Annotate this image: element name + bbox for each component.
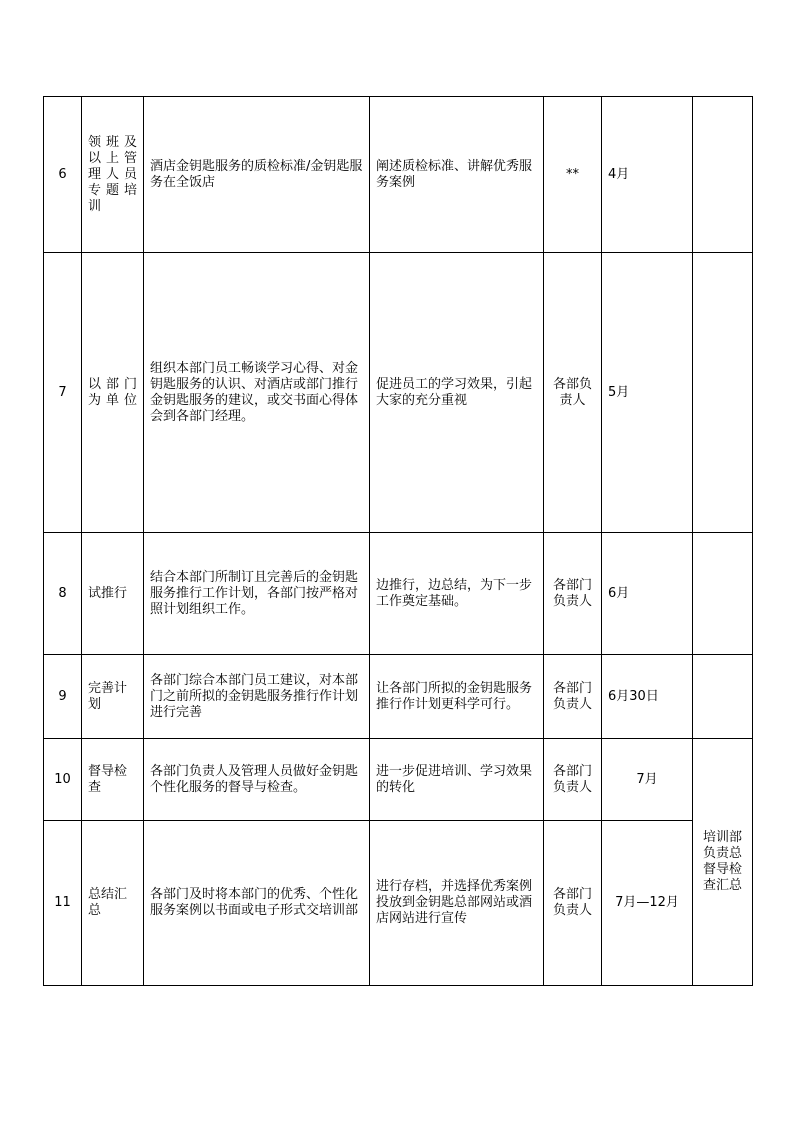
schedule-time: 6月30日 (602, 655, 693, 739)
item-text: 以部门为单位 (88, 376, 137, 408)
training-item: 总结汇总 (82, 821, 144, 986)
training-item: 试推行 (82, 533, 144, 655)
table-row (44, 739, 753, 821)
training-item: 完善计划 (82, 655, 144, 739)
training-goal: 进一步促进培训、学习效果的转化 (370, 739, 544, 821)
responsible-person: 各部负责人 (544, 253, 602, 533)
row-number: 9 (44, 655, 82, 739)
training-item (82, 253, 144, 533)
training-goal: 阐述质检标准、讲解优秀服务案例 (370, 97, 544, 253)
training-plan-table (43, 96, 753, 986)
remark-cell (693, 253, 753, 533)
schedule-time: 4月 (602, 97, 693, 253)
responsible-person: 各部门负责人 (544, 739, 602, 821)
table-row (44, 253, 753, 533)
remark-cell (693, 533, 753, 655)
schedule-time: 5月 (602, 253, 693, 533)
row-number: 6 (44, 97, 82, 253)
item-text: 领班及以上管理人员专题培训 (88, 134, 137, 214)
training-goal: 进行存档，并选择优秀案例投放到金钥匙总部网站或酒店网站进行宣传 (370, 821, 544, 986)
remark-cell: 培训部负责总督导检查汇总 (693, 739, 753, 986)
schedule-time: 7月 (602, 739, 693, 821)
table-row (44, 97, 753, 253)
remark-cell (693, 97, 753, 253)
training-content: 酒店金钥匙服务的质检标准/金钥匙服务在全饭店 (144, 97, 370, 253)
responsible-person: 各部门负责人 (544, 655, 602, 739)
training-goal: 边推行，边总结，为下一步工作奠定基础。 (370, 533, 544, 655)
row-number: 7 (44, 253, 82, 533)
table-row (44, 533, 753, 655)
remark-cell (693, 655, 753, 739)
training-goal: 让各部门所拟的金钥匙服务推行作计划更科学可行。 (370, 655, 544, 739)
training-item (82, 97, 144, 253)
training-content: 组织本部门员工畅谈学习心得、对金钥匙服务的认识、对酒店或部门推行金钥匙服务的建议，或交书面心得体会到各部门经理。 (144, 253, 370, 533)
schedule-time: 6月 (602, 533, 693, 655)
training-content: 各部门及时将本部门的优秀、个性化服务案例以书面或电子形式交培训部 (144, 821, 370, 986)
responsible-person: ** (544, 97, 602, 253)
row-number: 10 (44, 739, 82, 821)
responsible-person: 各部门负责人 (544, 533, 602, 655)
training-content: 各部门综合本部门员工建议，对本部门之前所拟的金钥匙服务推行作计划进行完善 (144, 655, 370, 739)
row-number: 11 (44, 821, 82, 986)
training-goal: 促进员工的学习效果，引起大家的充分重视 (370, 253, 544, 533)
table-row (44, 655, 753, 739)
responsible-person: 各部门负责人 (544, 821, 602, 986)
schedule-time: 7月—12月 (602, 821, 693, 986)
table-row (44, 821, 753, 986)
row-number: 8 (44, 533, 82, 655)
training-content: 结合本部门所制订且完善后的金钥匙服务推行工作计划，各部门按严格对照计划组织工作。 (144, 533, 370, 655)
training-item: 督导检查 (82, 739, 144, 821)
training-content: 各部门负责人及管理人员做好金钥匙个性化服务的督导与检查。 (144, 739, 370, 821)
